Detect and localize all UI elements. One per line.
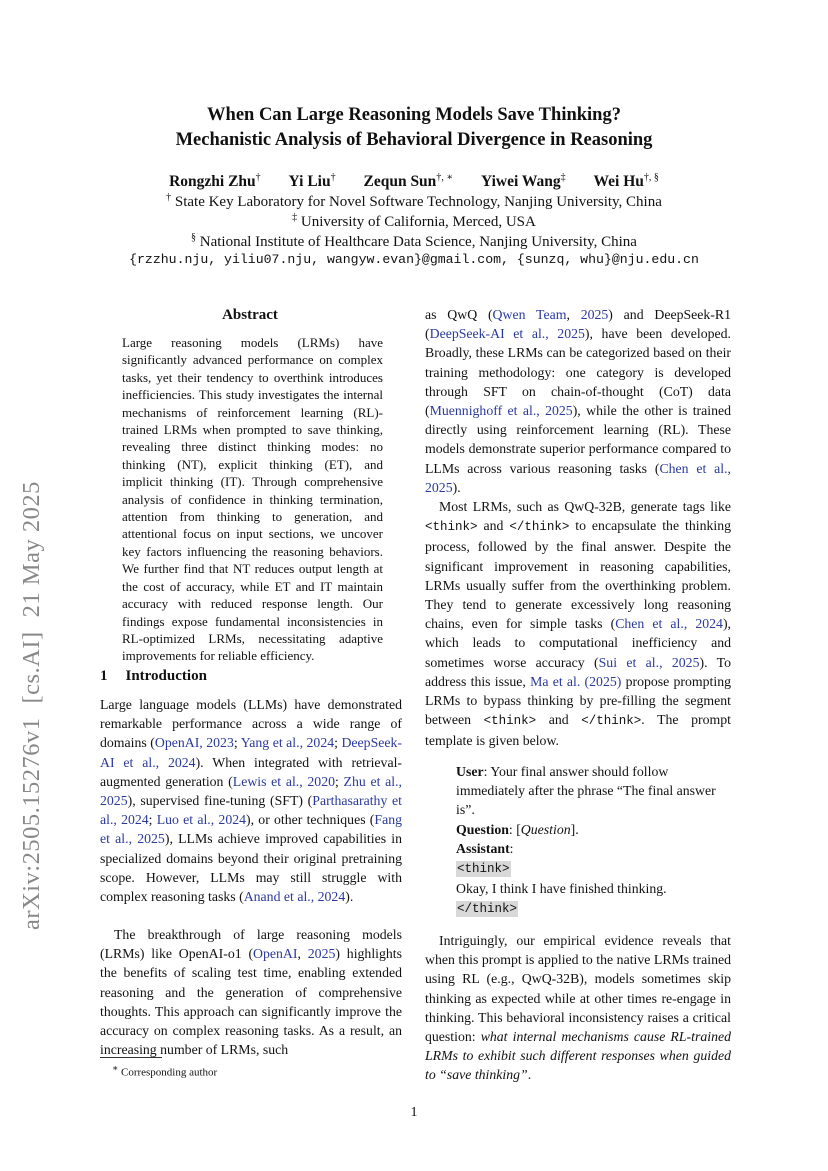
affiliation: † State Key Laboratory for Novel Software Technology, Nanjing University, China: [166, 192, 662, 210]
arxiv-id[interactable]: arXiv:2505.15276v1: [18, 717, 45, 930]
citation-link[interactable]: Fang et al., 2025: [100, 812, 402, 847]
prompt-template: [456, 762, 718, 920]
citation-link[interactable]: Muennighoff et al., 2025: [429, 403, 573, 419]
intro-paragraph-4: Most LRMs, such as QwQ-32B, generate tags like <think> and </think> to encapsulate the thinking process, followed by the final answer. Despite the significant improvement in reasoning capabilities, LRMs usually suffer from the overthinking problem. They tend to generate excessively long reasoning chains, even for simple tasks (Chen et al., 2024), which leads to computational inefficiency and sometimes worse accuracy (Sui et al., 2025). To address this issue, Ma et al. (2025) propose prompting LRMs to bypass thinking by pre-filling the segment between <think> and </think>. The prompt template is given below.: [425, 499, 731, 749]
code-tag: <think>: [483, 714, 537, 729]
citation-link[interactable]: OpenAI: [253, 946, 298, 962]
intro-paragraph-3: as QwQ (Qwen Team, 2025) and DeepSeek-R1 (DeepSeek-AI et al., 2025), have been developed. Broadly, these LRMs can be categorized based on their training methodology: one category is developed through SFT on chain-of-thought (CoT) data (Muennighoff et al., 2025), while the other is trained directly using reinforcement learning (RL). These models demonstrate superior performance compared to LLMs across various reasoning tasks (Chen et al., 2025).: [425, 307, 731, 495]
footnote-rule: [100, 1057, 162, 1058]
citation-link[interactable]: 2025: [307, 946, 336, 962]
citation-link[interactable]: Lewis et al., 2020: [232, 773, 335, 789]
intro-paragraph-2: The breakthrough of large reasoning models (LRMs) like OpenAI-o1 (OpenAI, 2025) highlights the benefits of scaling test time, enabling extended reasoning and the generation of comprehensive thoughts. This approach can significantly improve the accuracy on complex reasoning tasks. As a result, an increasing number of LRMs, such: [100, 927, 402, 1058]
citation-link[interactable]: Qwen Team: [492, 307, 567, 322]
citation-link[interactable]: Chen et al., 2025: [425, 460, 731, 495]
title-line-2: Mechanistic Analysis of Behavioral Divergence in Reasoning: [175, 130, 653, 150]
intro-paragraph-5: Intriguingly, our empirical evidence reveals that when this prompt is applied to the native LRMs trained using RL (e.g., QwQ-32B), models sometimes skip thinking as expected while at other times re-engage in thinking. This behavioral inconsistency raises a critical question: what internal mechanisms cause RL-trained LRMs to exhibit such different responses when guided to “save thinking”.: [425, 933, 731, 1083]
citation-link[interactable]: Chen et al., 2024: [615, 616, 723, 632]
intro-paragraph-1: Large language models (LLMs) have demonstrated remarkable performance across a wide range of domains (OpenAI, 2023; Yang et al., 2024; DeepSeek-AI et al., 2024). When integrated with retrieval-augmented generation (Lewis et al., 2020; Zhu et al., 2025), supervised fine-tuning (SFT) (Parthasarathy et al., 2024; Luo et al., 2024), or other techniques (Fang et al., 2025), LLMs achieve improved capabilities in specialized domains beyond their original pretraining scope. However, LLMs may still struggle with complex reasoning tasks (Anand et al., 2024).: [100, 697, 403, 905]
arxiv-date: 21 May 2025: [18, 481, 45, 618]
citation-link[interactable]: DeepSeek-AI et al., 2025: [429, 326, 585, 342]
author: Yiwei Wang‡: [480, 172, 566, 191]
abstract-text: Large reasoning models (LRMs) have significantly advanced performance on complex tasks, yet their tendency to overthink introduces inefficiencies. This study investigates the internal mechanisms of reinforcement learning (RL)-trained LRMs when prompted to save thinking, revealing three distinct thinking modes: no thinking (NT), explicit thinking (ET), and implicit thinking (IT). Through comprehensive analysis of confidence in thinking termination, attention from thinking to generation, and attentional focus on input sections, we uncover key factors influencing the reasoning behaviors. We further find that NT reduces output length at the cost of accuracy, while ET and IT maintain accuracy with reduced response length. Our findings expose fundamental inconsistencies in RL-optimized LRMs, necessitating adaptive improvements for reliable efficiency.: [122, 335, 383, 664]
abstract-heading: Abstract: [222, 307, 278, 323]
citation-link[interactable]: Luo et al., 2024: [156, 812, 247, 828]
code-tag: <think>: [425, 520, 478, 535]
arxiv-stamp: [18, 481, 46, 930]
citation-link[interactable]: Parthasarathy et al., 2024: [100, 793, 402, 828]
think-close-tag: </think>: [457, 902, 518, 917]
prompt-user: User: Your final answer should follow immediately after the phrase “The final answer is”.: [456, 764, 716, 818]
citation-link[interactable]: Anand et al., 2024: [243, 889, 346, 905]
prompt-body: Okay, I think I have finished thinking.: [456, 881, 667, 897]
citation-link[interactable]: Ma et al. (2025): [530, 673, 622, 689]
author: Rongzhi Zhu†: [169, 172, 261, 191]
section-heading: 1 Introduction: [100, 668, 207, 684]
affiliation: § National Institute of Healthcare Data Science, Nanjing University, China: [191, 232, 637, 250]
citation-link[interactable]: DeepSeek-AI et al., 2024: [100, 735, 402, 770]
code-tag: </think>: [581, 714, 642, 729]
author: Zequn Sun†, ∗: [363, 172, 454, 191]
paper-title: [0, 103, 828, 153]
code-tag: </think>: [509, 520, 570, 535]
think-open-tag: <think>: [457, 862, 510, 877]
citation-link[interactable]: Yang et al., 2024: [240, 735, 335, 751]
author-list: [0, 172, 828, 191]
author: Wei Hu†, §: [593, 172, 659, 191]
page-number: 1: [410, 1105, 418, 1120]
footnote: ∗ Corresponding author: [112, 1063, 218, 1079]
author: Yi Liu†: [288, 172, 336, 191]
citation-link[interactable]: 2025: [580, 307, 609, 322]
prompt-assistant: Assistant:: [456, 840, 514, 856]
citation-link[interactable]: OpenAI, 2023: [154, 735, 234, 751]
citation-link[interactable]: Sui et al., 2025: [598, 654, 700, 670]
author-emails: {rzzhu.nju, yiliu07.nju, wangyw.evan}@gmail.com, {sunzq, whu}@nju.edu.cn: [129, 252, 699, 267]
emphasis: what internal mechanisms cause RL-trained LRMs to exhibit such different responses when guided to “save thinking”: [425, 1029, 731, 1083]
arxiv-category: [cs.AI]: [18, 631, 45, 704]
affiliation: ‡ University of California, Merced, USA: [292, 212, 536, 230]
title-line-1: When Can Large Reasoning Models Save Thinking?: [207, 105, 621, 125]
prompt-question: Question: [Question].: [456, 821, 579, 837]
citation-link[interactable]: Zhu et al., 2025: [100, 773, 402, 809]
